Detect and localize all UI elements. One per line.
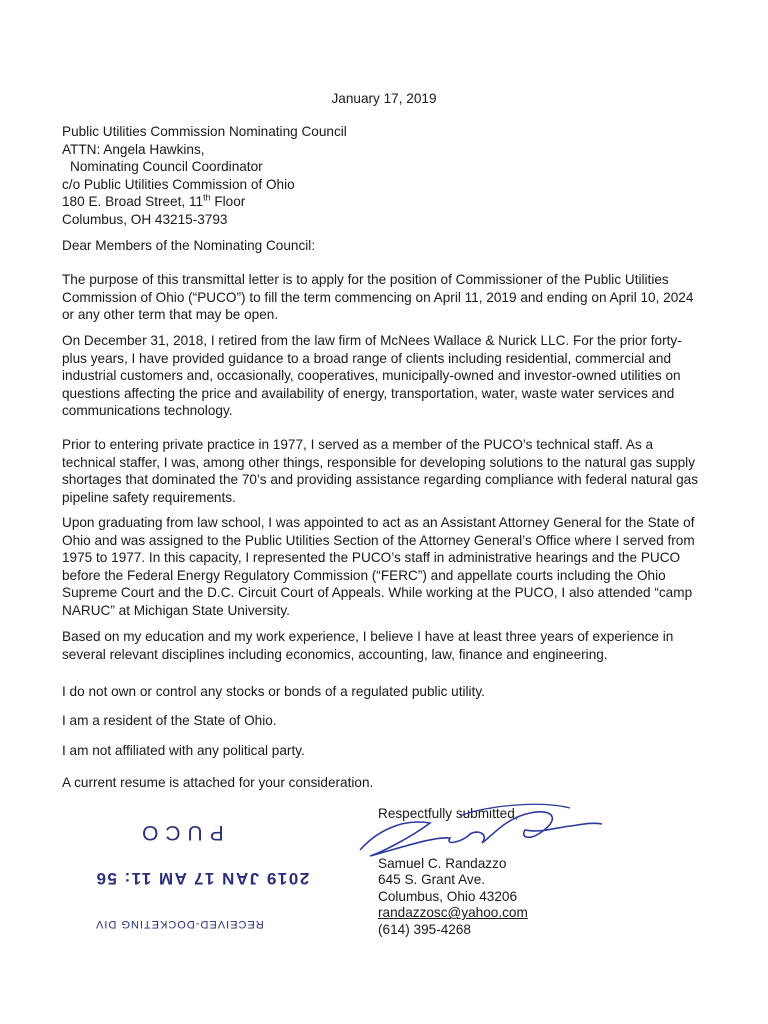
paragraph: A current resume is attached for your consideration.: [62, 775, 374, 790]
address-line: c/o Public Utilities Commission of Ohio: [62, 176, 295, 192]
signer-street: 645 S. Grant Ave.: [378, 872, 486, 888]
recipient-address: [62, 123, 347, 229]
received-stamp: [95, 818, 310, 948]
address-line: Columbus, OH 43215-3793: [62, 211, 228, 227]
address-line: Public Utilities Commission Nominating Council: [62, 124, 347, 139]
paragraph: On December 31, 2018, I retired from the law firm of McNees Wallace & Nurick LLC. For the prior forty-plus years, I have provided guidance to a broad range of clients including residential, commercial and industrial customers and, occasionally, cooperatives, municipally-owned and investor-owned utilities on questions affecting the price and availability of energy, transportation, water, waste water services and communications technology.: [62, 333, 682, 419]
paragraph: The purpose of this transmittal letter is to apply for the position of Commissioner of the Public Utilities Commission of Ohio (“PUCO”) to fill the term commencing on April 11, 2019 and ending on April 10, 2024 or any other term that may be open.: [62, 272, 694, 323]
closing: Respectfully submitted,: [378, 806, 519, 821]
paragraph: I am a resident of the State of Ohio.: [62, 713, 277, 728]
signer-name: Samuel C. Randazzo: [378, 856, 507, 871]
paragraph: Prior to entering private practice in 1977, I served as a member of the PUCO’s technical staff. As a technical staffer, I was, among other things, responsible for developing solutions to the natural gas supply shortages that dominated the 70’s and providing assistance regarding compliance with federal natural gas pipeline safety requirements.: [62, 437, 699, 505]
stamp-org: PUCO: [135, 821, 224, 844]
paragraph: Based on my education and my work experience, I believe I have at least three years of experience in several relevant disciplines including economics, accounting, law, finance and engineering.: [62, 629, 674, 662]
address-line: Nominating Council Coordinator: [70, 159, 263, 175]
address-line: ATTN: Angela Hawkins,: [62, 141, 205, 157]
signer-phone: (614) 395-4268: [378, 921, 471, 937]
salutation: Dear Members of the Nominating Council:: [62, 238, 316, 253]
stamp-datetime: 2019 JAN 17 AM 11: 56: [95, 869, 310, 888]
signer-city: Columbus, Ohio 43206: [378, 888, 518, 904]
signature-block: [378, 856, 528, 938]
stamp-division: RECEIVED-DOCKETING DIV: [95, 918, 264, 930]
letter-date: January 17, 2019: [331, 91, 437, 106]
paragraph: I do not own or control any stocks or bonds of a regulated public utility.: [62, 684, 485, 699]
paragraph: Upon graduating from law school, I was appointed to act as an Assistant Attorney General for the State of Ohio and was assigned to the Public Utilities Section of the Attorney General’s Office where I served from 1975 to 1977. In this capacity, I represented the PUCO’s staff in administrative hearings and the PUCO before the Federal Energy Regulatory Commission (“FERC”) and appellate courts including the Ohio Supreme Court and the D.C. Circuit Court of Appeals. While working at the PUCO, I also attended “camp NARUC” at Michigan State University.: [62, 515, 695, 618]
signer-email-link[interactable]: randazzosc@yahoo.com: [378, 905, 528, 921]
paragraph: I am not affiliated with any political party.: [62, 743, 305, 758]
address-line: 180 E. Broad Street, 11th Floor: [62, 192, 246, 210]
